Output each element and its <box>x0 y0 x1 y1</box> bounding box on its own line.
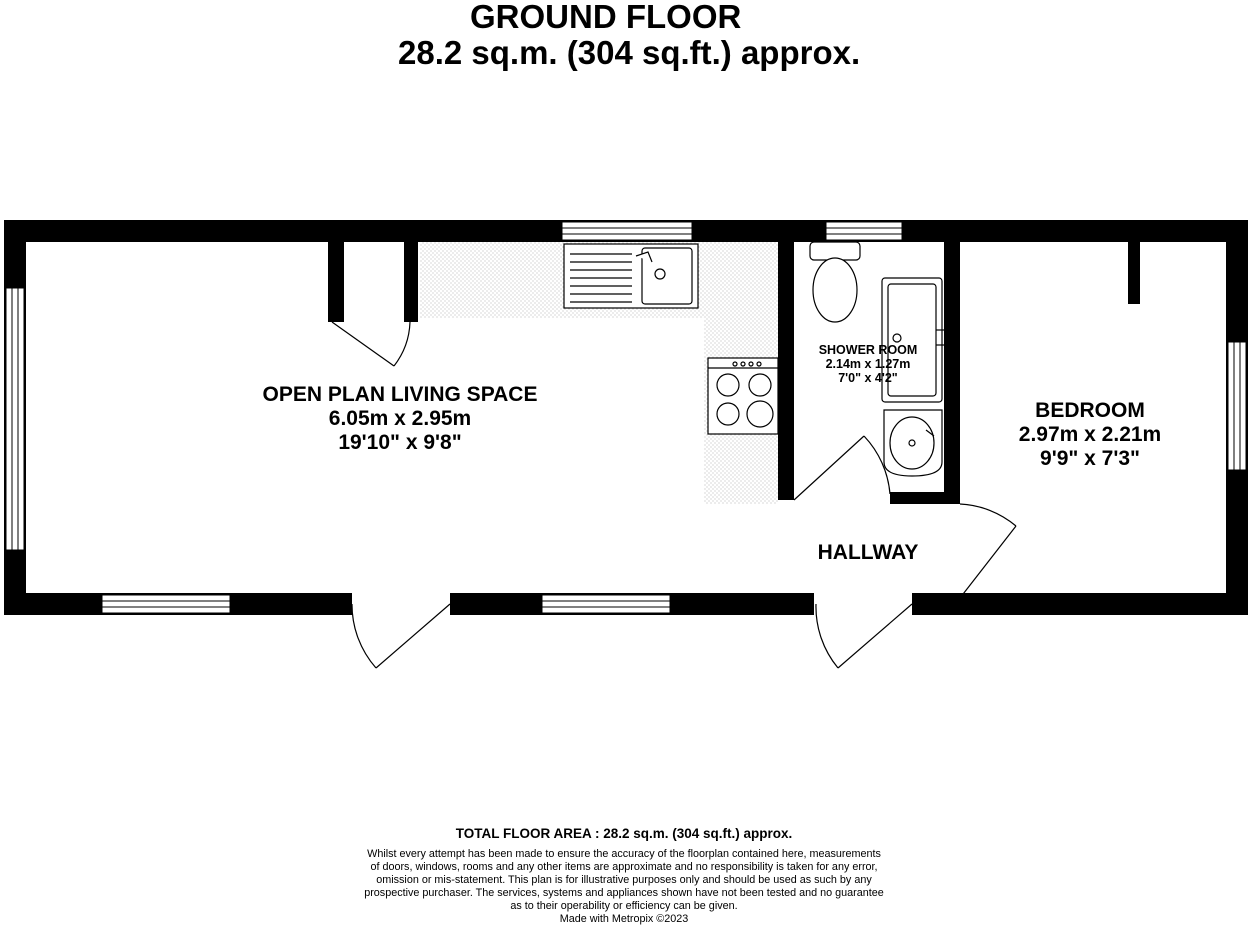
disclaimer-line: prospective purchaser. The services, systems and appliances shown have not been tested and no guarantee <box>364 887 884 899</box>
window-bottom-mid <box>542 595 670 613</box>
room-bedroom <box>990 399 1190 471</box>
room-shower <box>798 343 938 385</box>
room-hallway-name: HALLWAY <box>817 541 919 564</box>
room-bedroom-imperial: 9'9" x 7'3" <box>1040 447 1140 470</box>
room-living-name: OPEN PLAN LIVING SPACE <box>262 383 538 406</box>
window-left <box>6 288 24 550</box>
room-living-imperial: 19'10" x 9'8" <box>338 431 462 454</box>
disclaimer <box>0 848 1248 926</box>
room-living-metric: 6.05m x 2.95m <box>328 407 472 430</box>
disclaimer-line: as to their operability or efficiency can be given. <box>510 900 738 912</box>
door-shower-room <box>794 436 890 500</box>
room-shower-imperial: 7'0" x 4'2" <box>838 371 898 385</box>
floor-title: GROUND FLOOR <box>470 0 742 35</box>
hob-cooker <box>708 358 778 434</box>
disclaimer-line: Whilst every attempt has been made to ensure the accuracy of the floorplan contained here, measurements <box>367 848 881 860</box>
kitchen-sink <box>564 244 698 308</box>
window-kitchen <box>562 222 692 240</box>
window-bottom-left <box>102 595 230 613</box>
room-bedroom-name: BEDROOM <box>1035 399 1145 422</box>
room-living <box>230 383 570 455</box>
room-shower-name: SHOWER ROOM <box>818 343 918 357</box>
door-hallway-entrance <box>816 604 912 668</box>
window-shower <box>826 222 902 240</box>
room-bedroom-metric: 2.97m x 2.21m <box>1018 423 1162 446</box>
wash-basin <box>884 410 942 476</box>
room-hallway <box>800 541 936 565</box>
disclaimer-line: of doors, windows, rooms and any other items are approximate and no responsibility is taken for any error, <box>370 861 878 873</box>
disclaimer-line: omission or mis-statement. This plan is for illustrative purposes only and should be used as such by any <box>376 874 872 886</box>
door-bedroom <box>960 504 1016 598</box>
door-cupboard <box>332 322 410 366</box>
window-bedroom <box>1228 342 1246 470</box>
toilet <box>810 242 860 322</box>
room-shower-metric: 2.14m x 1.27m <box>825 357 911 371</box>
door-front-entrance <box>352 604 450 668</box>
total-floor-area: TOTAL FLOOR AREA : 28.2 sq.m. (304 sq.ft.) approx. <box>455 826 793 841</box>
metropix-credit: Made with Metropix ©2023 <box>559 913 689 925</box>
floor-area-title: 28.2 sq.m. (304 sq.ft.) approx. <box>398 34 861 71</box>
